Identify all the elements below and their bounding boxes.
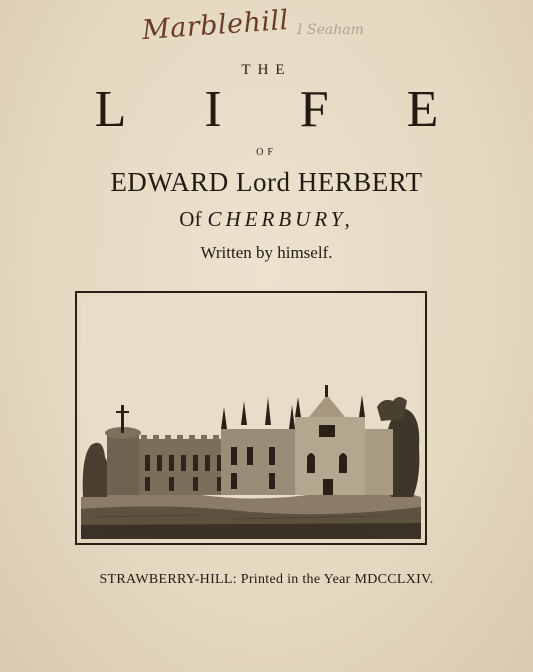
owner-inscription: Marblehill <box>141 4 290 47</box>
strawberry-hill-engraving-icon <box>81 297 421 539</box>
imprint-line: STRAWBERRY-HILL: Printed in the Year MDCCLXIV. <box>99 572 434 587</box>
title-place-name: CHERBURY, <box>207 207 354 231</box>
title-the: THE <box>241 62 292 78</box>
title-author-line: Written by himself. <box>200 243 333 262</box>
title-place-prefix: Of <box>179 207 202 231</box>
title-place-line <box>0 207 533 232</box>
pencil-note: I Seaham <box>297 22 364 38</box>
title-of: OF <box>256 147 277 158</box>
title-author-name: EDWARD Lord HERBERT <box>110 167 423 197</box>
engraving-frame <box>75 291 427 545</box>
title-life: LIFE <box>94 81 517 138</box>
